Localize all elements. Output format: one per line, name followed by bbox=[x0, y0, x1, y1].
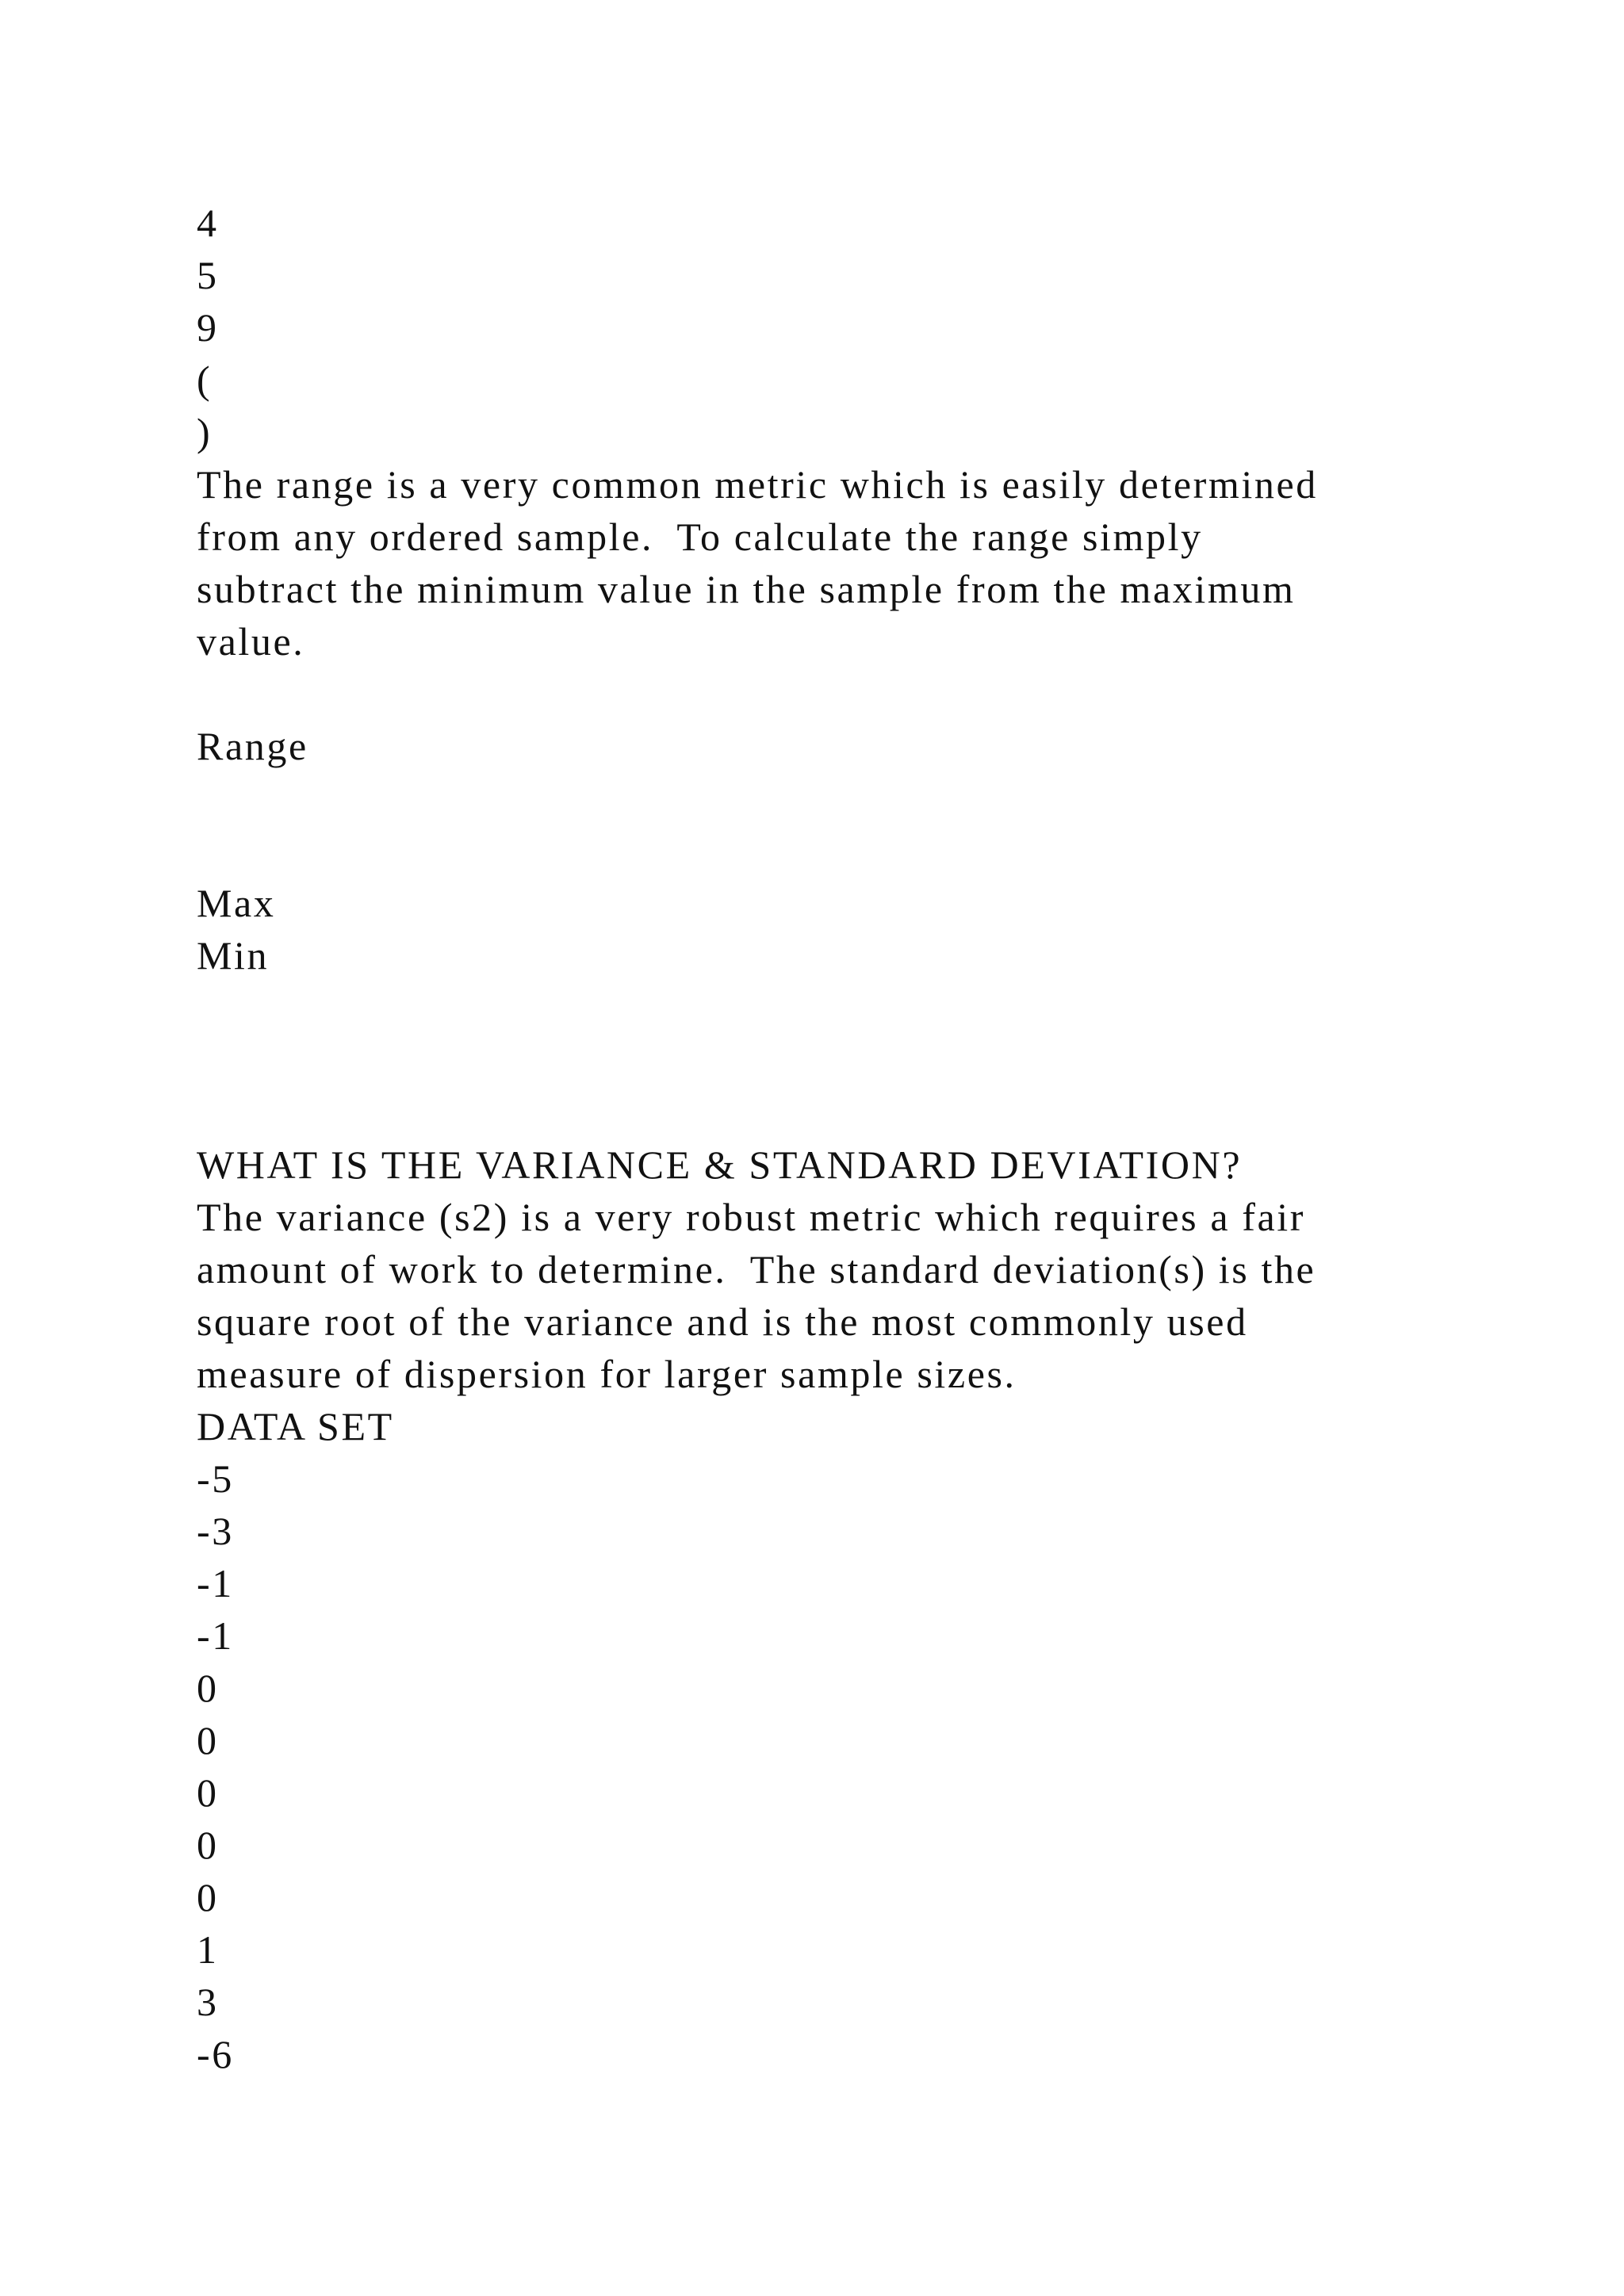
paragraph-line: The range is a very common metric which is easily determined bbox=[197, 462, 1318, 507]
range-label: Range bbox=[197, 724, 308, 768]
data-value: -3 bbox=[197, 1509, 234, 1553]
text-line: ) bbox=[197, 410, 213, 454]
data-value: 1 bbox=[197, 1927, 219, 1972]
text-line: 5 bbox=[197, 253, 219, 297]
paragraph-line: subtract the minimum value in the sample from the maximum bbox=[197, 567, 1296, 611]
paragraph-line: from any ordered sample. To calculate the range simply bbox=[197, 515, 1203, 559]
data-value: -1 bbox=[197, 1613, 234, 1658]
data-value: -5 bbox=[197, 1456, 234, 1501]
paragraph-line: value. bbox=[197, 619, 305, 664]
paragraph-line: amount of work to determine. The standard deviation(s) is the bbox=[197, 1247, 1316, 1292]
data-value: 0 bbox=[197, 1666, 219, 1710]
text-line: 9 bbox=[197, 305, 219, 350]
paragraph-line: The variance (s2) is a very robust metric which requires a fair bbox=[197, 1195, 1306, 1239]
data-value: 0 bbox=[197, 1770, 219, 1815]
max-label: Max bbox=[197, 881, 276, 925]
data-value: -6 bbox=[197, 2032, 234, 2076]
data-value: -1 bbox=[197, 1561, 234, 1605]
data-set-label: DATA SET bbox=[197, 1404, 394, 1448]
text-line: 4 bbox=[197, 201, 219, 245]
paragraph-line: measure of dispersion for larger sample sizes. bbox=[197, 1352, 1017, 1396]
data-value: 3 bbox=[197, 1980, 219, 2024]
section-heading: WHAT IS THE VARIANCE & STANDARD DEVIATION? bbox=[197, 1142, 1243, 1187]
data-value: 0 bbox=[197, 1823, 219, 1867]
min-label: Min bbox=[197, 933, 270, 978]
data-value: 0 bbox=[197, 1875, 219, 1919]
data-value: 0 bbox=[197, 1718, 219, 1762]
paragraph-line: square root of the variance and is the most commonly used bbox=[197, 1299, 1248, 1344]
text-line: ( bbox=[197, 358, 213, 402]
